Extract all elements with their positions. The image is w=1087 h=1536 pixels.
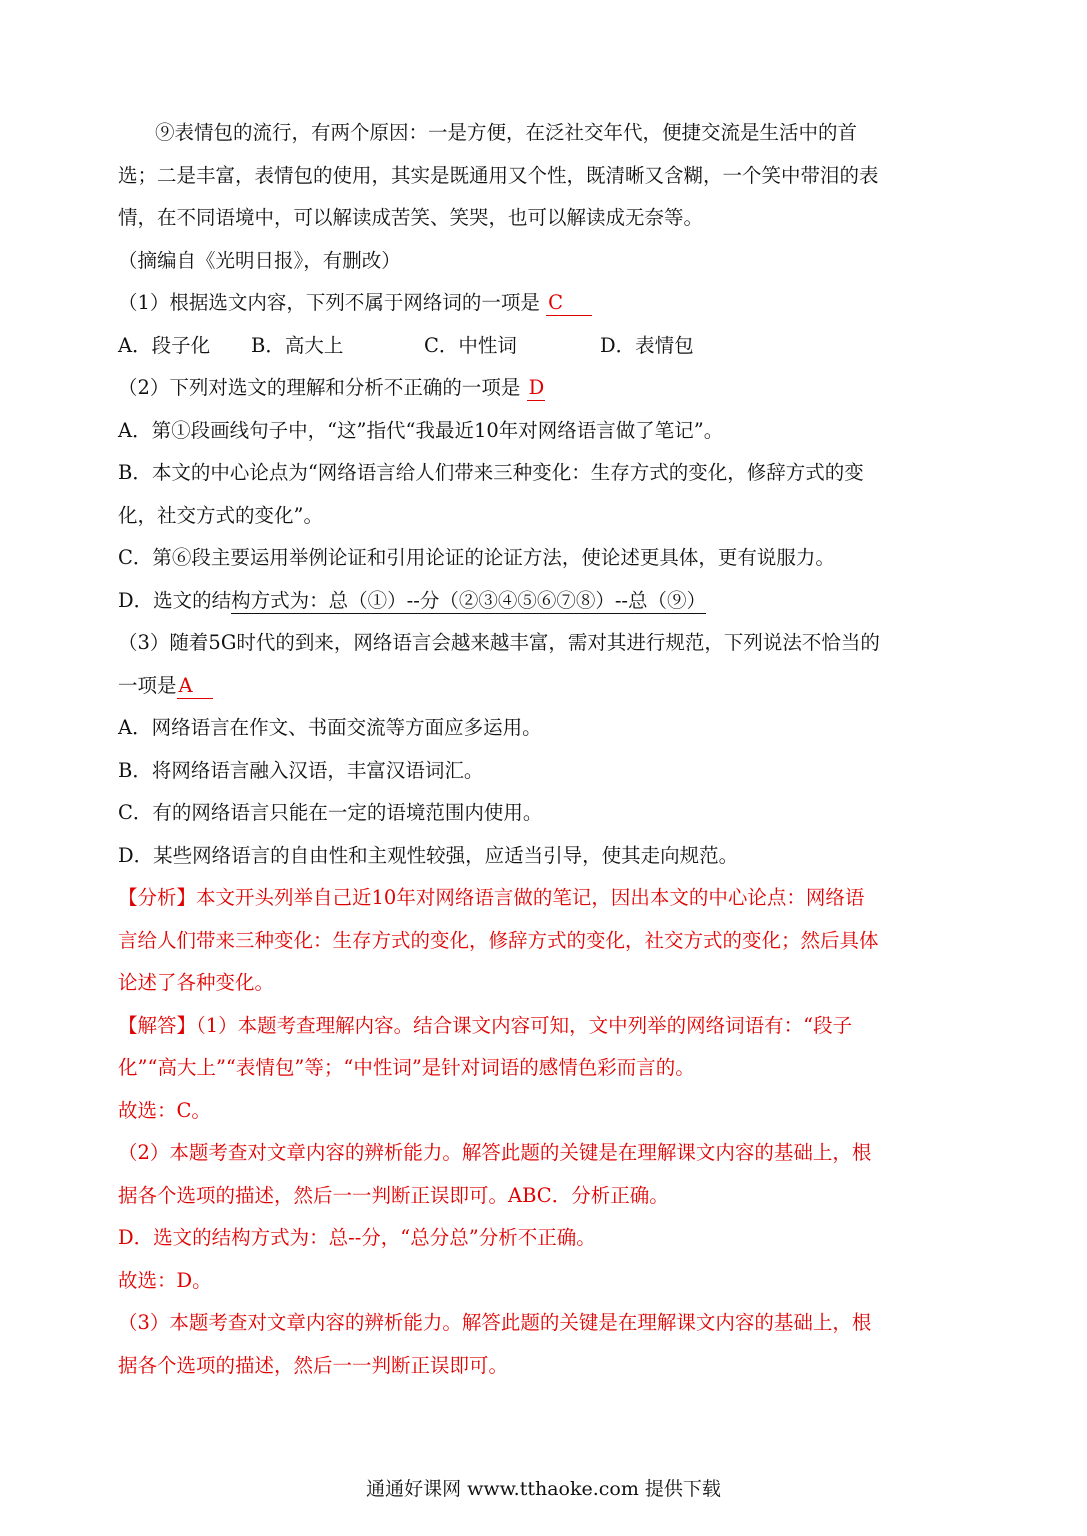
q1-option-d: D．表情包	[600, 333, 694, 357]
para9-line3: 情，在不同语境中，可以解读成苦笑、笑哭，也可以解读成无奈等。	[118, 206, 704, 229]
q1-option-a: A．段子化	[118, 333, 211, 357]
solution-1-choice: 故选：C。	[118, 1098, 211, 1122]
analysis-text-1: 本文开头列举自己近10年对网络语言做的笔记，因出本文的中心论点：网络语	[196, 886, 865, 909]
q2-option-d-prefix: D．选文的结	[118, 588, 232, 612]
para9-line2: 选；二是丰富，表情包的使用，其实是既通用又个性，既清晰又含糊，一个笑中带泪的表	[118, 163, 879, 187]
q3-option-a: A．网络语言在作文、书面交流等方面应多运用。	[118, 716, 542, 739]
question-1-stem	[118, 282, 973, 325]
solution-3-line2: 据各个选项的描述，然后一一判断正误即可。	[118, 1353, 509, 1377]
question-1-options	[118, 325, 973, 368]
question-2-answer: D	[528, 376, 545, 399]
analysis-line2: 言给人们带来三种变化：生存方式的变化，修辞方式的变化，社交方式的变化；然后具体	[118, 928, 879, 952]
para9-line1: ⑨表情包的流行，有两个原因：一是方便，在泛社交年代，便捷交流是生活中的首	[155, 121, 858, 144]
solution-tag: 【解答】	[118, 1013, 197, 1037]
solution-2-line3: D．选文的结构方式为：总--分，“总分总”分析不正确。	[118, 1226, 596, 1249]
q3-option-c: C．有的网络语言只能在一定的语境范围内使用。	[118, 801, 543, 824]
question-3-answer: A	[177, 674, 213, 699]
q3-option-b: B．将网络语言融入汉语，丰富汉语词汇。	[118, 758, 484, 782]
solution-1-line1	[118, 1005, 973, 1048]
q1-option-c: C．中性词	[424, 333, 517, 357]
document-body	[118, 112, 973, 1387]
q2-option-d-underlined: 构方式为：总（①）--分（②③④⑤⑥⑦⑧）--总（⑨）	[231, 588, 706, 612]
question-3-text: 一项是	[118, 673, 177, 697]
question-3-stem-line1: （3）随着5G时代的到来，网络语言会越来越丰富，需对其进行规范，下列说法不恰当的	[118, 631, 880, 654]
solution-2-line1: （2）本题考查对文章内容的辨析能力。解答此题的关键是在理解课文内容的基础上，根	[118, 1141, 872, 1164]
q2-option-d	[118, 580, 973, 623]
page-footer: 通通好课网 www.tthaoke.com 提供下载	[366, 1478, 721, 1500]
source-citation: （摘编自《光明日报》，有删改）	[118, 248, 401, 272]
analysis-tag: 【分析】	[118, 886, 197, 909]
q2-option-b-line1: B．本文的中心论点为“网络语言给人们带来三种变化：生存方式的变化，修辞方式的变	[118, 461, 864, 484]
question-2-text: （2）下列对选文的理解和分析不正确的一项是	[118, 376, 521, 399]
analysis-line1	[118, 877, 973, 920]
solution-2-choice: 故选：D。	[118, 1268, 212, 1292]
solution-3-line1: （3）本题考查对文章内容的辨析能力。解答此题的关键是在理解课文内容的基础上，根	[118, 1311, 872, 1334]
q1-option-b: B．高大上	[251, 333, 344, 357]
solution-1-line2: 化”“高大上”“表情包”等；“中性词”是针对词语的感情色彩而言的。	[118, 1056, 695, 1079]
q3-option-d: D．某些网络语言的自由性和主观性较强，应适当引导，使其走向规范。	[118, 843, 739, 867]
analysis-line3: 论述了各种变化。	[118, 971, 275, 994]
solution-1-text: （1）本题考查理解内容。结合课文内容可知，文中列举的网络词语有：“段子	[196, 1013, 853, 1037]
question-3-stem-line2	[118, 665, 973, 708]
solution-2-line2: 据各个选项的描述，然后一一判断正误即可。ABC．分析正确。	[118, 1183, 669, 1207]
q2-option-a: A．第①段画线句子中，“这”指代“我最近10年对网络语言做了笔记”。	[118, 418, 724, 442]
q2-option-b-line2: 化，社交方式的变化”。	[118, 503, 323, 527]
question-1-answer: C	[546, 291, 592, 316]
q2-option-c: C．第⑥段主要运用举例论证和引用论证的论证方法，使论述更具体，更有说服力。	[118, 546, 835, 569]
question-1-text: （1）根据选文内容，下列不属于网络词的一项是	[118, 291, 540, 314]
question-2-stem	[118, 367, 973, 410]
